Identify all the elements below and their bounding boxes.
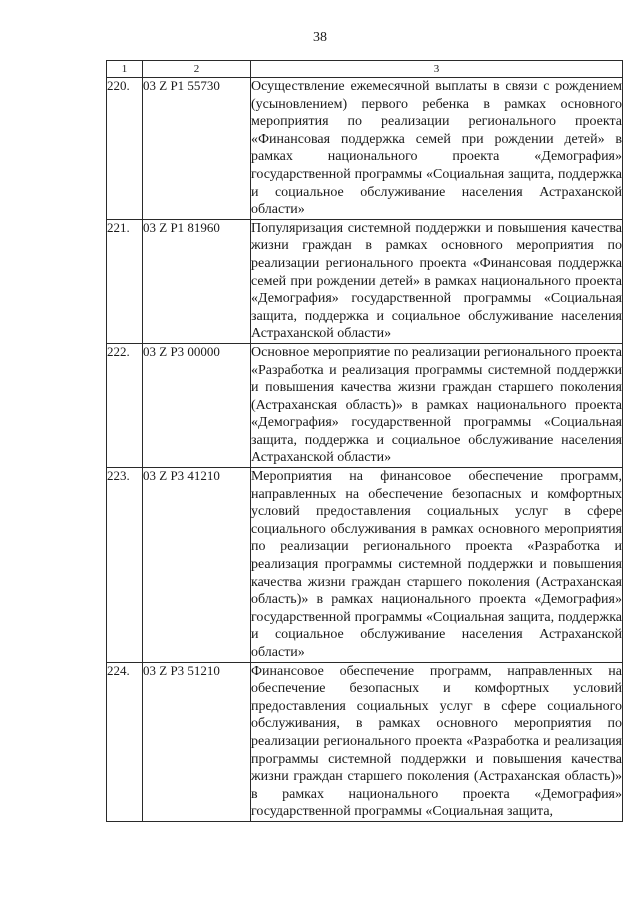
budget-code: 03 Z P1 81960	[143, 219, 251, 343]
expense-description: Популяризация системной поддержки и повышения качества жизни граждан в рамках основного мероприятия по реализации регионального проекта «Финансовая поддержка семей при рождении детей» в рамках национального проекта «Демография» государственной программы «Социальная защита, поддержка и социальное обслуживание населения Астраханской области»	[251, 219, 623, 343]
table-row	[107, 343, 623, 467]
row-number: 221.	[107, 219, 143, 343]
table-row	[107, 78, 623, 220]
expense-description: Основное мероприятие по реализации регионального проекта «Разработка и реализация программы системной поддержки и повышения качества жизни граждан старшего поколения (Астраханская область)» в рамках национального проекта «Демография» государственной программы «Социальная защита, поддержка и социальное обслуживание населения Астраханской области»	[251, 343, 623, 467]
column-header-number: 1	[107, 61, 143, 78]
budget-code: 03 Z P1 55730	[143, 78, 251, 220]
budget-code: 03 Z P3 51210	[143, 662, 251, 821]
table-header-row	[107, 61, 623, 78]
budget-code-table	[106, 60, 623, 822]
column-header-code: 2	[143, 61, 251, 78]
row-number: 220.	[107, 78, 143, 220]
budget-code: 03 Z P3 00000	[143, 343, 251, 467]
table-row	[107, 219, 623, 343]
expense-description: Мероприятия на финансовое обеспечение программ, направленных на обеспечение безопасных и комфортных условий предоставления социальных услуг в сфере социального обслуживания в рамках основного мероприятия по реализации регионального проекта «Разработка и реализация программы системной поддержки и повышения качества жизни граждан старшего поколения (Астраханская область)» в рамках национального проекта «Демография» государственной программы «Социальная защита, поддержка и социальное обслуживание населения Астраханской области»	[251, 468, 623, 663]
row-number: 223.	[107, 468, 143, 663]
expense-description: Финансовое обеспечение программ, направленных на обеспечение безопасных и комфортных условий предоставления социальных услуг в сфере социального обслуживания, в рамках основного мероприятия по реализации регионального проекта «Разработка и реализация программы системной поддержки и повышения качества жизни граждан старшего поколения (Астраханская область)» в рамках национального проекта «Демография» государственной программы «Социальная защита,	[251, 662, 623, 821]
row-number: 222.	[107, 343, 143, 467]
row-number: 224.	[107, 662, 143, 821]
expense-description: Осуществление ежемесячной выплаты в связи с рождением (усыновлением) первого ребенка в рамках основного мероприятия по реализации регионального проекта «Финансовая поддержка семей при рождении детей» в рамках национального проекта «Демография» государственной программы «Социальная защита, поддержка и социальное обслуживание населения Астраханской области»	[251, 78, 623, 220]
table-row	[107, 662, 623, 821]
page-number: 38	[313, 30, 327, 45]
table-row	[107, 468, 623, 663]
budget-code: 03 Z P3 41210	[143, 468, 251, 663]
column-header-description: 3	[251, 61, 623, 78]
